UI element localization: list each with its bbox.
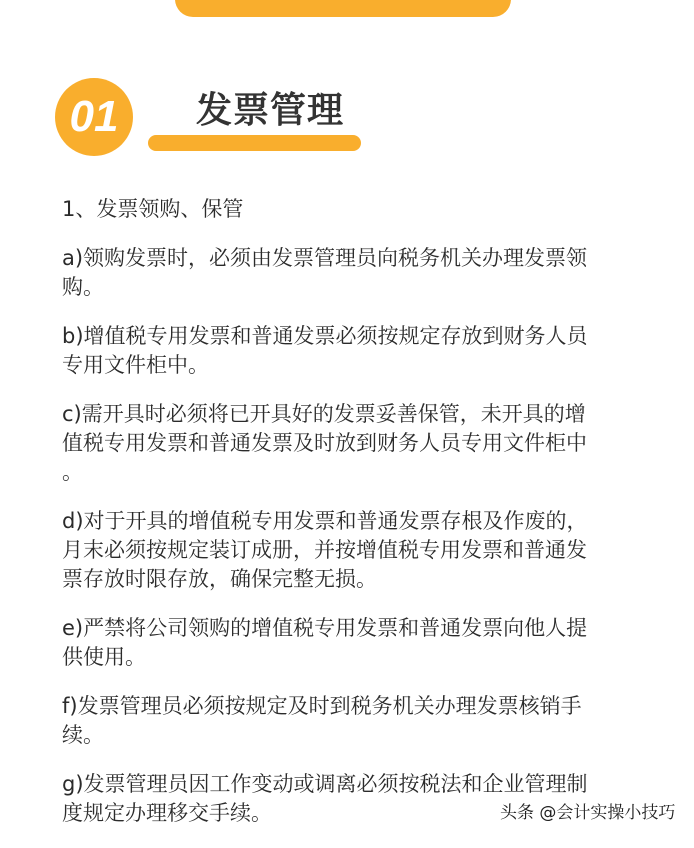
section-title: 发票管理 bbox=[196, 90, 345, 131]
paragraph-line: d)对于开具的增值税专用发票和普通发票存根及作废的， bbox=[62, 509, 588, 533]
paragraph-line: c)需开具时必须将已开具好的发票妥善保管，未开具的增 bbox=[62, 402, 586, 426]
paragraph-line: 值税专用发票和普通发票及时放到财务人员专用文件柜中 bbox=[62, 431, 587, 455]
paragraph-line: 购。 bbox=[62, 275, 104, 299]
subheading bbox=[62, 195, 662, 224]
paragraph-line: a)领购发票时，必须由发票管理员向税务机关办理发票领 bbox=[62, 246, 588, 270]
document-body bbox=[62, 195, 662, 848]
watermark: 头条 @会计实操小技巧 bbox=[500, 803, 676, 823]
paragraph-line: g)发票管理员因工作变动或调离必须按税法和企业管理制 bbox=[62, 772, 588, 796]
paragraph-line: 。 bbox=[62, 460, 83, 484]
paragraph bbox=[62, 507, 662, 594]
paragraph-line: e)严禁将公司领购的增值税专用发票和普通发票向他人提 bbox=[62, 616, 588, 640]
paragraph-line: f)发票管理员必须按规定及时到税务机关办理发票核销手 bbox=[62, 694, 582, 718]
paragraph-line: 月末必须按规定装订成册，并按增值税专用发票和普通发 bbox=[62, 538, 587, 562]
paragraph-line: 专用文件柜中。 bbox=[62, 353, 209, 377]
paragraph-line: 票存放时限存放，确保完整无损。 bbox=[62, 567, 377, 591]
paragraph-line: 续。 bbox=[62, 723, 104, 747]
paragraph bbox=[62, 322, 662, 380]
subheading-text: 1、发票领购、保管 bbox=[62, 197, 244, 221]
paragraph bbox=[62, 400, 662, 487]
paragraph-line: 供使用。 bbox=[62, 645, 146, 669]
paragraph bbox=[62, 692, 662, 750]
paragraph-line: 度规定办理移交手续。 bbox=[62, 801, 272, 825]
paragraph bbox=[62, 614, 662, 672]
paragraph bbox=[62, 244, 662, 302]
top-banner bbox=[175, 0, 511, 17]
paragraph-line: b)增值税专用发票和普通发票必须按规定存放到财务人员 bbox=[62, 324, 588, 348]
title-underline bbox=[148, 135, 361, 151]
section-number-badge: 01 bbox=[55, 78, 133, 156]
